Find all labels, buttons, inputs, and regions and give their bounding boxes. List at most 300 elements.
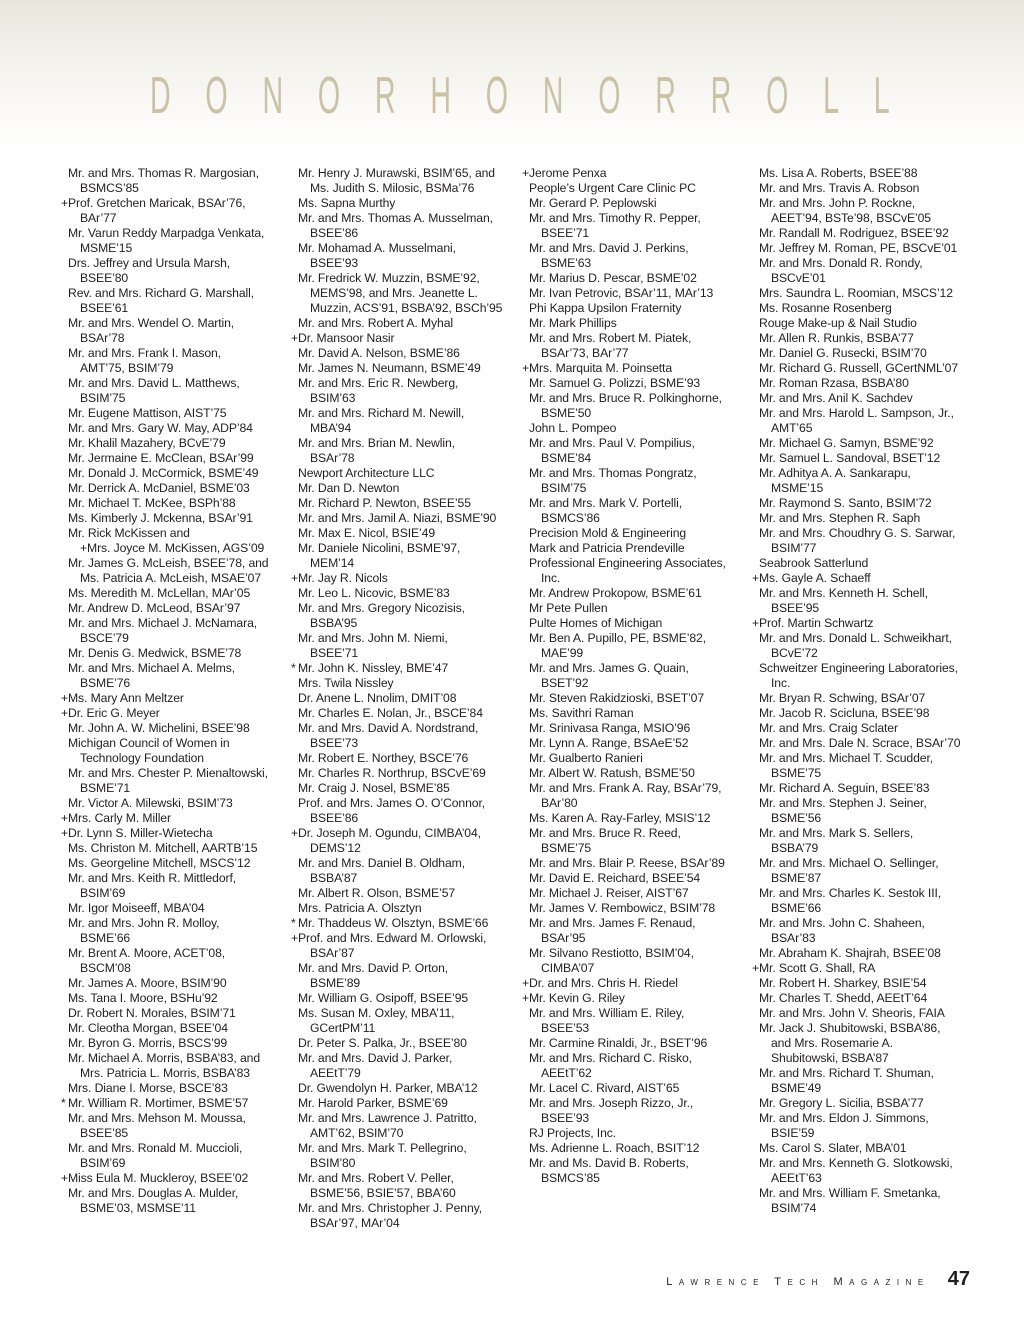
donor-entry-continued: BSIM’69 [80,1156,126,1170]
donor-entry [522,976,747,991]
donor-entry [522,166,747,181]
donor-entry [61,856,286,871]
donor-name: Mr. and Mrs. Richard C. Risko, [529,1051,692,1065]
title-letter: N [262,67,284,125]
donor-entry-continued: BSEE’80 [80,271,129,285]
donor-name: Mr. Raymond S. Santo, BSIM’72 [759,496,932,510]
title-letter: L [873,67,890,125]
donor-name: Mr. and Mrs. Timothy R. Pepper, [529,211,701,225]
page-number: 47 [947,1268,970,1290]
donor-name: Mr. Harold Parker, BSME’69 [298,1096,448,1110]
donor-entry-continued: BSEE’93 [541,1111,590,1125]
donor-name: Mr. and Mrs. Mark V. Portelli, [529,496,682,510]
donor-entry [291,991,516,1006]
donor-entry [61,1186,286,1201]
donor-name: Mr. and Mrs. Frank A. Ray, BSAr’79, [529,781,722,795]
donor-entry-continued: BSME’89 [310,976,361,990]
donor-entry [522,361,747,376]
donor-entry [752,781,977,796]
donor-entry [752,526,977,541]
donor-name: Mr. Eugene Mattison, AIST’75 [68,406,227,420]
donor-name: Mr. Randall M. Rodriguez, BSEE’92 [759,226,949,240]
donor-entry [291,466,516,481]
donor-entry-continued: BSEE’71 [310,646,359,660]
donor-entry-continued: GCertPM’11 [310,1021,376,1035]
donor-name: Dr. and Mrs. Chris H. Riedel [529,976,678,990]
donor-name: Mr. and Mrs. Robert M. Piatek, [529,331,692,345]
donor-entry-continued: BSIM’74 [771,1201,817,1215]
donor-entry-continued: Shubitowski, BSBA’87 [771,1051,889,1065]
donor-entry [291,1051,516,1066]
donor-name: Mr. and Mrs. Blair P. Reese, BSAr’89 [529,856,725,870]
donor-name: Dr. Peter S. Palka, Jr., BSEE’80 [298,1036,467,1050]
donor-name: Mr. James G. McLeish, BSEE’78, and [68,556,269,570]
donor-name: Mr. and Mrs. Wendel O. Martin, [68,316,235,330]
donor-entry [61,976,286,991]
donor-entry-continued: AMT’65 [771,421,813,435]
donor-entry [291,631,516,646]
donor-name: Mr. Lacel C. Rivard, AIST’65 [529,1081,680,1095]
donor-entry [522,241,747,256]
donor-name: Mr. and Mrs. John M. Niemi, [298,631,448,645]
donor-name: John L. Pompeo [529,421,617,435]
donor-entry [752,166,977,181]
donor-name: Ms. Sapna Murthy [298,196,396,210]
donor-entry [61,496,286,511]
donor-entry-continued: BSIM’80 [310,1156,356,1170]
donor-entry-continued: Muzzin, ACS’91, BSBA’92, BSCh’95 [310,301,503,315]
donor-entry [61,1141,286,1156]
donor-entry-continued: BAr’80 [541,796,578,810]
donor-entry [61,871,286,886]
donor-name: Michigan Council of Women in [68,736,230,750]
donor-name: Dr. Eric G. Meyer [68,706,160,720]
donor-name: Mr. Michael G. Samyn, BSME’92 [759,436,934,450]
donor-name: Mr. and Mrs. Harold L. Sampson, Jr., [759,406,954,420]
donor-entry [61,661,286,676]
title-letter: R [374,67,396,125]
donor-entry-continued: BSEE’71 [541,226,590,240]
donor-name: Mr. and Mrs. Douglas A. Mulder, [68,1186,239,1200]
donor-name: Seabrook Satterlund [759,556,869,570]
donor-name: Mr. and Mrs. Mark S. Sellers, [759,826,914,840]
donor-entry [522,1096,747,1111]
plus-marker: + [522,166,530,180]
donor-name: Mr. and Mrs. Anil K. Sachdev [759,391,913,405]
donor-name: Mrs. Diane I. Morse, BSCE’83 [68,1081,228,1095]
donor-entry-continued: BSME’71 [80,781,131,795]
donor-entry [752,1096,977,1111]
donor-entry [61,721,286,736]
donor-entry [752,706,977,721]
donor-name: Mr. Daniele Nicolini, BSME’97, [298,541,461,555]
donor-entry [522,1156,747,1171]
donor-entry [61,916,286,931]
donor-entry [752,556,977,571]
donor-entry [522,691,747,706]
donor-entry [752,691,977,706]
donor-name: Mr. and Mrs. Richard T. Shuman, [759,1066,934,1080]
plus-marker: + [291,931,299,945]
donor-entry [61,1006,286,1021]
donor-entry-continued: AMT’75, BSIM’79 [80,361,174,375]
donor-name: Mr. Gregory L. Sicilia, BSBA’77 [759,1096,924,1110]
donor-name: Mr. and Mrs. Mark T. Pellegrino, [298,1141,467,1155]
donor-entry [522,826,747,841]
plus-marker: + [61,691,69,705]
donor-entry-continued: BCvE’72 [771,646,818,660]
donor-entry [522,376,747,391]
donor-entry [61,901,286,916]
donor-entry [291,316,516,331]
donor-entry [522,736,747,751]
donor-name: Mr. and Mrs. Robert V. Peller, [298,1171,454,1185]
donor-name: Mr. Rick McKissen and [68,526,190,540]
donor-name: Ms. Savithri Raman [529,706,634,720]
donor-entry-continued: BSBA’87 [310,871,358,885]
magazine-name: Lawrence Tech Magazine [666,1276,930,1288]
donor-entry-continued: BSEE’73 [310,736,359,750]
donor-entry-continued: BSAr’95 [541,931,586,945]
donor-entry [752,406,977,421]
donor-name: Mr. Ivan Petrovic, BSAr’11, MAr’13 [529,286,714,300]
donor-entry [752,586,977,601]
donor-name: Mrs. Saundra L. Roomian, MSCS’12 [759,286,953,300]
donor-entry [291,1036,516,1051]
asterisk-marker: * [291,916,296,930]
donor-name: Mrs. Patricia A. Olsztyn [298,901,422,915]
donor-entry-continued: Technology Foundation [80,751,204,765]
donor-entry-continued: DEMS’12 [310,841,361,855]
donor-name: Mr. and Mrs. Kenneth G. Slotkowski, [759,1156,953,1170]
donor-entry [61,316,286,331]
donor-entry-continued: BSCvE’01 [771,271,826,285]
donor-name: Mr. and Mrs. Travis A. Robson [759,181,920,195]
donor-entry [61,226,286,241]
donor-entry [522,631,747,646]
donor-entry-continued: AEEtT’63 [771,1171,822,1185]
donor-entry [61,811,286,826]
donor-name: Mr. and Mrs. James F. Renaud, [529,916,696,930]
donor-entry-continued: BSET’92 [541,676,589,690]
donor-entry [522,1051,747,1066]
donor-entry-continued: BSCM’08 [80,961,131,975]
donor-name: Rev. and Mrs. Richard G. Marshall, [68,286,255,300]
donor-entry [291,826,516,841]
donor-name: Prof. and Mrs. Edward M. Orlowski, [298,931,487,945]
donor-name: Mr. Abraham K. Shajrah, BSEE’08 [759,946,941,960]
donor-name: Mr. Scott G. Shall, RA [759,961,876,975]
donor-entry [752,1156,977,1171]
donor-entry-continued: BSMCS’85 [80,181,139,195]
donor-name: Mr. Ben A. Pupillo, PE, BSME’82, [529,631,706,645]
donor-name: Mr. Leo L. Nicovic, BSME’83 [298,586,450,600]
donor-entry-continued: BSME’87 [771,871,822,885]
plus-marker: + [291,826,299,840]
donor-entry [291,196,516,211]
donor-name: Mr. and Mrs. Thomas Pongratz, [529,466,697,480]
donor-entry [291,436,516,451]
donor-name: Mr Pete Pullen [529,601,608,615]
donor-name: Mark and Patricia Prendeville [529,541,685,555]
donor-entry [522,871,747,886]
donor-entry [291,526,516,541]
donor-entry [522,856,747,871]
donor-entry-continued: BSAr’73, BAr’77 [541,346,629,360]
donor-entry [522,811,747,826]
donor-entry [752,181,977,196]
donor-entry [291,931,516,946]
donor-name: Mr. James N. Neumann, BSME’49 [298,361,481,375]
donor-entry [752,796,977,811]
donor-name: Mr. Mark Phillips [529,316,617,330]
donor-entry [522,586,747,601]
donor-entry-continued: MEMS’98, and Mrs. Jeanette L. [310,286,478,300]
donor-name: Dr. Anene L. Nnolim, DMIT’08 [298,691,457,705]
donor-name: Mr. and Mrs. Michael A. Melms, [68,661,235,675]
donor-name: Mr. Victor A. Milewski, BSIM’73 [68,796,233,810]
plus-marker: + [61,706,69,720]
donor-entry [752,916,977,931]
donor-entry [61,256,286,271]
title-letter: D [150,67,171,125]
donor-entry [291,241,516,256]
donor-name: Mr. Mohamad A. Musselmani, [298,241,456,255]
donor-entry [291,1111,516,1126]
donor-entry-continued: BSMCS’85 [541,1171,600,1185]
donor-entry [291,346,516,361]
donor-name: Mr. and Mrs. Bruce R. Reed, [529,826,681,840]
donor-entry [522,466,747,481]
donor-entry [752,226,977,241]
donor-entry [522,1126,747,1141]
donor-name: Mr. Kevin G. Riley [529,991,625,1005]
donor-name: Mr. Daniel G. Rusecki, BSIM’70 [759,346,927,360]
donor-entry [752,991,977,1006]
honor-roll-column-2 [291,166,516,1231]
donor-entry [61,526,286,541]
donor-name: Ms. Meredith M. McLellan, MAr’05 [68,586,251,600]
donor-name: Mr. and Mrs. David A. Nordstrand, [298,721,479,735]
donor-entry [522,991,747,1006]
donor-entry [61,586,286,601]
donor-entry [752,736,977,751]
donor-entry-continued: BSME’56 [771,811,822,825]
donor-entry [522,391,747,406]
donor-entry-continued: MSME’15 [80,241,133,255]
donor-entry [291,166,516,181]
donor-entry-continued: BSEE’85 [80,1126,129,1140]
donor-name: Mrs. Marquita M. Poinsetta [529,361,673,375]
title-letter: O [205,67,228,125]
donor-name: Ms. Tana I. Moore, BSHu’92 [68,991,218,1005]
donor-name: Mr. and Mrs. Paul V. Pompilius, [529,436,695,450]
donor-entry [291,766,516,781]
donor-entry [61,376,286,391]
donor-name: Mr. Fredrick W. Muzzin, BSME’92, [298,271,480,285]
donor-name: Mr. Bryan R. Schwing, BSAr’07 [759,691,926,705]
donor-entry-continued: Inc. [541,571,561,585]
donor-name: Precision Mold & Engineering [529,526,687,540]
donor-name: Mr. Cleotha Morgan, BSEE’04 [68,1021,228,1035]
donor-name: Dr. Mansoor Nasir [298,331,395,345]
donor-entry [291,1171,516,1186]
donor-name: Ms. Rosanne Rosenberg [759,301,892,315]
plus-marker: + [61,826,69,840]
donor-entry [522,946,747,961]
donor-name: Mr. Gualberto Ranieri [529,751,643,765]
donor-entry [522,331,747,346]
donor-entry-continued: BSME’49 [771,1081,822,1095]
donor-name: Dr. Robert N. Morales, BSIM’71 [68,1006,236,1020]
donor-name: Mr. and Mrs. Joseph Rizzo, Jr., [529,1096,694,1110]
donor-entry [752,301,977,316]
donor-name: Mr. and Mrs. Daniel B. Oldham, [298,856,466,870]
donor-name: Mr. Carmine Rinaldi, Jr., BSET’96 [529,1036,708,1050]
donor-entry [522,271,747,286]
donor-entry-continued: BSME’66 [771,901,822,915]
donor-entry [522,541,747,556]
page-footer [640,1268,970,1298]
donor-name: Mr. James V. Rembowicz, BSIM’78 [529,901,716,915]
donor-name: Mr. and Mrs. Dale N. Scrace, BSAr’70 [759,736,961,750]
donor-entry [291,601,516,616]
donor-entry [522,886,747,901]
donor-name: Mr. Denis G. Medwick, BSME’78 [68,646,242,660]
donor-entry [752,721,977,736]
donor-name: Mr. and Mrs. Chester P. Mienaltowski, [68,766,268,780]
donor-entry [752,961,977,976]
donor-entry-continued: BSAr’97, MAr’04 [310,1216,400,1230]
donor-entry [291,751,516,766]
title-letter: H [430,67,451,125]
donor-entry [291,586,516,601]
donor-entry-continued: BSEE’86 [310,811,359,825]
donor-name: Ms. Georgeline Mitchell, MSCS’12 [68,856,251,870]
donor-name: Mr. Robert H. Sharkey, BSIE’54 [759,976,927,990]
donor-entry-continued: MAE’99 [541,646,584,660]
plus-marker: + [752,961,760,975]
donor-entry [752,391,977,406]
donor-entry [522,211,747,226]
donor-name: Professional Engineering Associates, [529,556,726,570]
donor-name: Ms. Christon M. Mitchell, AARTB’15 [68,841,258,855]
donor-entry-continued: BSIM’69 [80,886,126,900]
donor-entry [522,706,747,721]
donor-entry [61,406,286,421]
title-letter: L [823,67,840,125]
donor-entry [752,256,977,271]
donor-entry [61,1081,286,1096]
donor-entry [752,976,977,991]
donor-entry [752,451,977,466]
donor-name: Mr. and Mrs. Mehson M. Moussa, [68,1111,246,1125]
donor-entry [61,436,286,451]
donor-entry [752,886,977,901]
donor-entry [291,1006,516,1021]
donor-entry [291,1201,516,1216]
donor-entry [752,631,977,646]
donor-entry [61,796,286,811]
donor-entry [522,196,747,211]
donor-name: Schweitzer Engineering Laboratories, [759,661,958,675]
donor-entry [752,751,977,766]
donor-entry-continued: BSME’50 [541,406,592,420]
donor-name: Mr. and Mrs. Eldon J. Simmons, [759,1111,929,1125]
donor-entry [522,526,747,541]
donor-name: Newport Architecture LLC [298,466,435,480]
donor-entry [61,451,286,466]
donor-name: Mr. and Mrs. David L. Matthews, [68,376,240,390]
donor-entry-continued: AEEtT’62 [541,1066,592,1080]
donor-name: Mr. and Mrs. Brian M. Newlin, [298,436,455,450]
donor-name: Mr. and Mrs. Charles K. Sestok III, [759,886,942,900]
donor-entry [291,496,516,511]
donor-entry [291,886,516,901]
donor-entry [291,541,516,556]
donor-entry [61,826,286,841]
donor-name: Mr. Srinivasa Ranga, MSIO’96 [529,721,691,735]
donor-entry [61,766,286,781]
donor-name: Mr. and Mrs. Jamil A. Niazi, BSME’90 [298,511,497,525]
donor-name: Mr. and Mrs. Stephen R. Saph [759,511,921,525]
donor-name: Miss Eula M. Muckleroy, BSEE’02 [68,1171,249,1185]
donor-entry-continued: +Mrs. Joyce M. McKissen, AGS’09 [80,541,265,555]
donor-entry [752,1111,977,1126]
donor-entry [291,796,516,811]
donor-entry [522,286,747,301]
donor-name: Mr. William G. Osipoff, BSEE’95 [298,991,469,1005]
donor-entry [291,661,516,676]
donor-entry [291,706,516,721]
donor-entry [61,991,286,1006]
plus-marker: + [522,361,530,375]
plus-marker: + [61,196,69,210]
donor-entry [752,376,977,391]
donor-name: Mr. Silvano Restiotto, BSIM’04, [529,946,694,960]
donor-name: Mr. and Mrs. Michael O. Sellinger, [759,856,939,870]
donor-entry [752,466,977,481]
donor-name: Mr. Dan D. Newton [298,481,400,495]
title-letter: O [317,67,341,125]
donor-entry-continued: Ms. Patricia A. McLeish, MSAE’07 [80,571,262,585]
donor-name: Jerome Penxa [529,166,607,180]
donor-entry [522,916,747,931]
donor-entry [61,511,286,526]
donor-entry [752,1006,977,1021]
donor-name: Drs. Jeffrey and Ursula Marsh, [68,256,231,270]
donor-name: Mr. and Mrs. Christopher J. Penny, [298,1201,482,1215]
donor-name: Mr. Jack J. Shubitowski, BSBA’86, [759,1021,941,1035]
donor-name: People’s Urgent Care Clinic PC [529,181,696,195]
donor-entry [752,286,977,301]
donor-name: Mr. Steven Rakidzioski, BSET’07 [529,691,705,705]
donor-name: Mr. and Mrs. John R. Molloy, [68,916,220,930]
donor-name: Ms. Susan M. Oxley, MBA’11, [298,1006,455,1020]
donor-entry [61,706,286,721]
donor-name: Mr. and Mrs. David P. Orton, [298,961,449,975]
donor-entry-continued: AMT’62, BSIM’70 [310,1126,404,1140]
donor-name: Mr. Derrick A. McDaniel, BSME’03 [68,481,250,495]
donor-name: Mr. and Mrs. Gary W. May, ADP’84 [68,421,253,435]
donor-name: Mr. Max E. Nicol, BSIE’49 [298,526,436,540]
donor-entry [522,601,747,616]
donor-entry [291,856,516,871]
donor-entry [752,196,977,211]
donor-entry [522,436,747,451]
donor-entry [522,901,747,916]
donor-name: Mr. Lynn A. Range, BSAeE’52 [529,736,689,750]
